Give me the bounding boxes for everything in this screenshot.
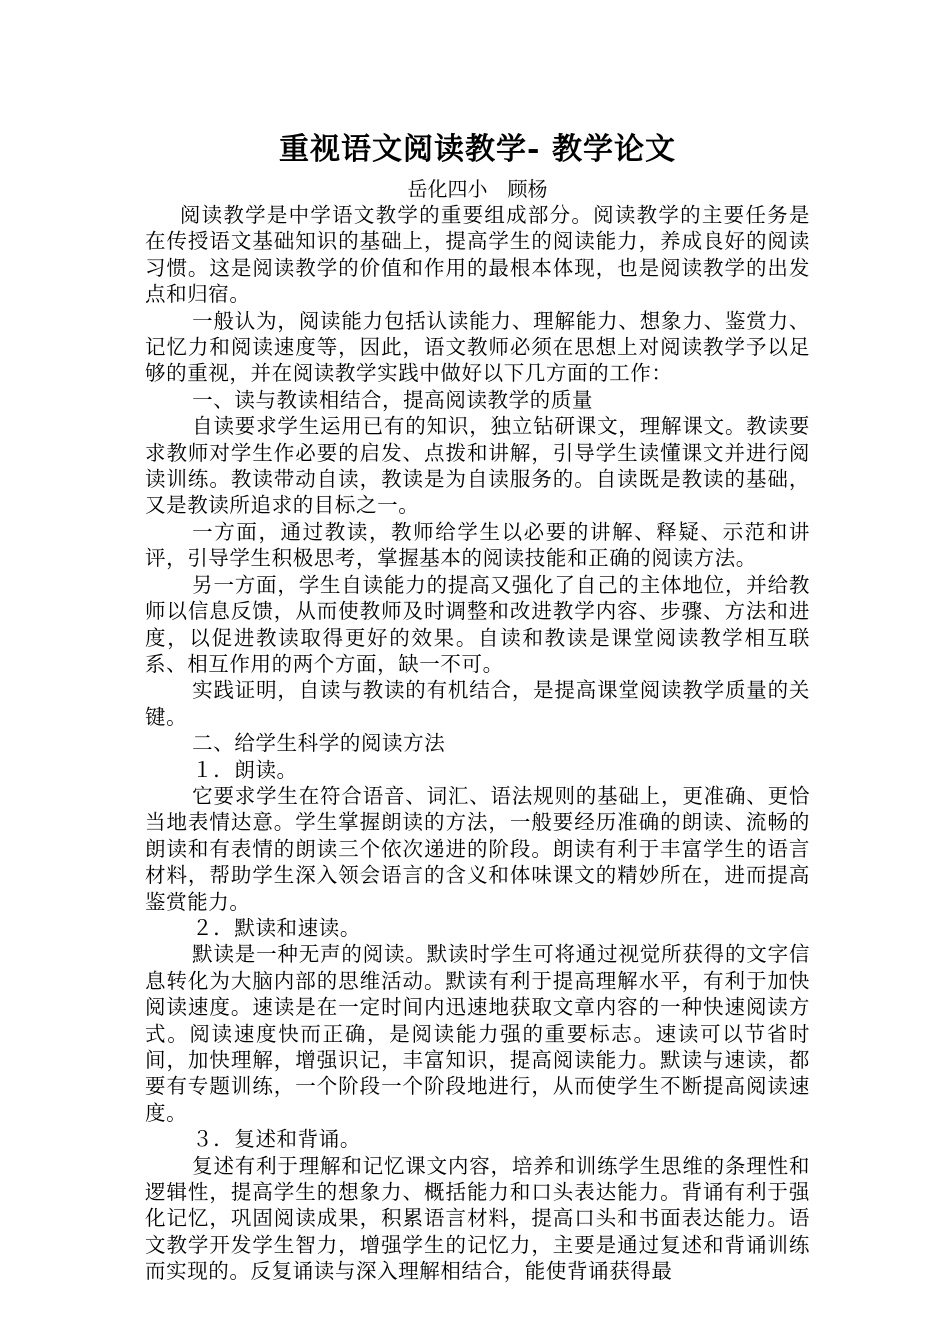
document-title: 重视语文阅读教学- 教学论文 (279, 132, 676, 167)
paragraph-1: 阅读教学是中学语文教学的重要组成部分。阅读教学的主要任务是在传授语文基础知识的基础上，提高学生的阅读能力，养成良好的阅读习惯。这是阅读教学的价值和作用的最根本体现，也是阅读教学的出发点和归宿。 (145, 203, 810, 307)
paragraph-6: 实践证明，自读与教读的有机结合，是提高课堂阅读教学质量的关键。 (145, 678, 810, 729)
paragraph-3: 自读要求学生运用已有的知识，独立钻研课文，理解课文。教读要求教师对学生作必要的启发、点拨和讲解，引导学生读懂课文并进行阅读训练。教读带动自读，教读是为自读服务的。自读既是教读的基础，又是教读所追求的目标之一。 (145, 414, 810, 518)
subheading-1: １．朗读。 (192, 757, 298, 782)
author-line (145, 176, 810, 202)
subheading-2: ２．默读和速读。 (192, 915, 361, 940)
paragraph-7: 它要求学生在符合语音、词汇、语法规则的基础上，更准确、更恰当地表情达意。学生掌握朗读的方法，一般要经历准确的朗读、流畅的朗读和有表情的朗读三个依次递进的阶段。朗读有利于丰富学生的语言材料，帮助学生深入领会语言的含义和体味课文的精妙所在，进而提高鉴赏能力。 (145, 783, 810, 914)
section-heading-2: 二、给学生科学的阅读方法 (192, 731, 446, 756)
document-page (145, 130, 810, 1285)
author-name: 顾杨 (507, 177, 548, 201)
author-school: 岳化四小 (407, 177, 488, 201)
paragraph-9: 复述有利于理解和记忆课文内容，培养和训练学生思维的条理性和逻辑性，提高学生的想象力、概括能力和口头表达能力。背诵有利于强化记忆，巩固阅读成果，积累语言材料，提高口头和书面表达能力。语文教学开发学生智力，增强学生的记忆力，主要是通过复述和背诵训练而实现的。反复诵读与深入理解相结合，能使背诵获得最 (145, 1153, 810, 1284)
section-heading-1: 一、读与教读相结合，提高阅读教学的质量 (192, 387, 594, 412)
subheading-3: ３．复述和背诵。 (192, 1127, 361, 1152)
paragraph-8: 默读是一种无声的阅读。默读时学生可将通过视觉所获得的文字信息转化为大脑内部的思维活动。默读有利于提高理解水平，有利于加快阅读速度。速读是在一定时间内迅速地获取文章内容的一种快速阅读方式。阅读速度快而正确，是阅读能力强的重要标志。速读可以节省时间，加快理解，增强识记，丰富知识，提高阅读能力。默读与速读，都要有专题训练，一个阶段一个阶段地进行，从而使学生不断提高阅读速度。 (145, 942, 810, 1125)
paragraph-2: 一般认为，阅读能力包括认读能力、理解能力、想象力、鉴赏力、记忆力和阅读速度等，因此，语文教师必须在思想上对阅读教学予以足够的重视，并在阅读教学实践中做好以下几方面的工作： (145, 308, 810, 386)
paragraph-4: 一方面，通过教读，教师给学生以必要的讲解、释疑、示范和讲评，引导学生积极思考，掌握基本的阅读技能和正确的阅读方法。 (145, 519, 810, 571)
paragraph-5: 另一方面，学生自读能力的提高又强化了自己的主体地位，并给教师以信息反馈，从而使教师及时调整和改进教学内容、步骤、方法和进度，以促进教读取得更好的效果。自读和教读是课堂阅读教学相互联系、相互作用的两个方面，缺一不可。 (145, 572, 810, 676)
